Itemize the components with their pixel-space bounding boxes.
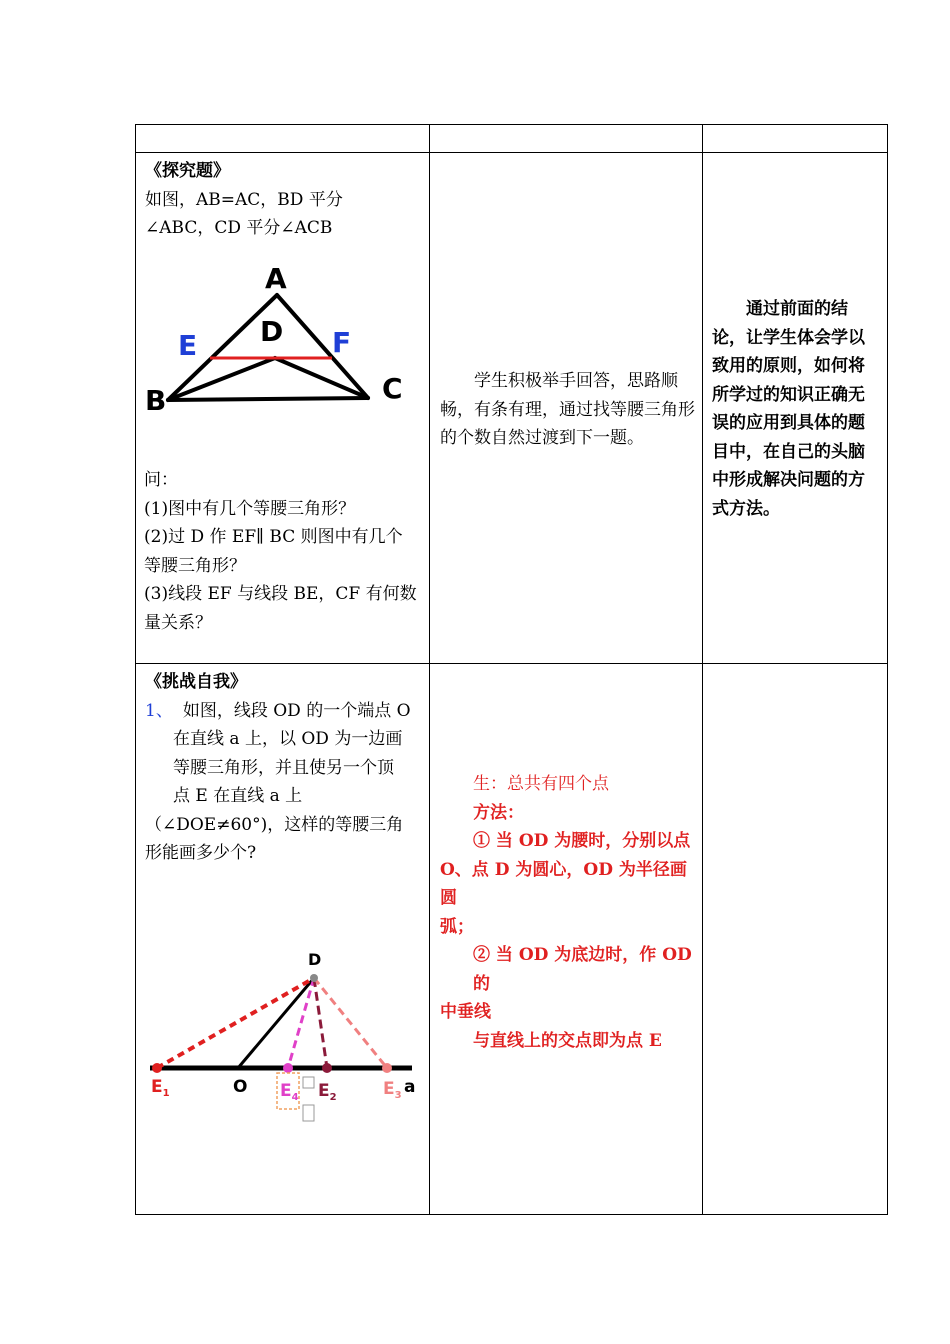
header-cell-2	[430, 125, 703, 153]
design-intent: 通过前面的结论，让学生体会学以致用的原则，如何将所学过的知识正确无误的应用到具体的题目中，在自己的头脑中形成解决问题的方式方法。	[712, 299, 865, 519]
label-c: C	[382, 372, 403, 405]
side-ac	[277, 295, 368, 398]
answer-line-2: 方法：	[473, 802, 524, 823]
od-figure	[140, 940, 425, 1140]
point-e4	[283, 1063, 293, 1073]
exploration-title: 《探究题》	[145, 161, 230, 181]
challenge-line: 如图，线段 OD 的一个端点 O	[182, 700, 411, 721]
label-d2: D	[308, 950, 322, 969]
label-e2: $E_2$	[318, 1081, 337, 1103]
header-row	[136, 125, 888, 153]
question-2-cont: 等腰三角形？	[144, 555, 246, 576]
challenge-number: 1、	[145, 700, 173, 721]
segment-od	[238, 978, 314, 1068]
answer-line-5: 弧；	[440, 916, 474, 937]
side-bc	[168, 398, 368, 400]
answer-line-1: 生：总共有四个点	[473, 774, 609, 794]
edit-icon	[303, 1077, 314, 1088]
question-3-cont: 量关系？	[144, 612, 212, 633]
header-cell-3	[703, 125, 888, 153]
label-a: A	[265, 262, 287, 295]
bisector-bd	[168, 358, 275, 400]
challenge-line: 在直线 a 上，以 OD 为一边画	[173, 729, 403, 749]
challenge-line: 点 E 在直线 a 上	[173, 786, 303, 806]
challenge-empty-cell	[703, 664, 888, 1215]
answer-line-7: 中垂线	[440, 1002, 491, 1022]
style-icon	[303, 1105, 314, 1121]
answer-line-4: O、点 D 为圆心，OD 为半径画圆	[440, 859, 687, 908]
question-3: (3)线段 EF 与线段 BE，CF 有何数	[144, 584, 417, 604]
ask-label: 问：	[144, 470, 178, 490]
point-e3	[382, 1063, 392, 1073]
answer-line-3: ① 当 OD 为腰时，分别以点	[473, 831, 691, 851]
point-e1	[152, 1063, 162, 1073]
answer-line-6: ② 当 OD 为底边时，作 OD 的	[473, 945, 692, 994]
problem-line: 如图，AB=AC，BD 平分	[145, 189, 343, 210]
label-line-a: a	[404, 1077, 416, 1097]
bisector-cd	[275, 358, 368, 398]
challenge-answer	[440, 770, 695, 1055]
challenge-line: （∠DOE≠60°)，这样的等腰三角	[145, 814, 404, 835]
answer-line-8: 与直线上的交点即为点 E	[473, 1030, 662, 1051]
label-b: B	[145, 384, 167, 417]
challenge-line: 形能画多少个?	[145, 843, 257, 863]
label-e4: $E_4$	[280, 1081, 299, 1103]
point-d	[310, 974, 318, 982]
label-e3: $E_3$	[383, 1079, 402, 1101]
question-2: (2)过 D 作 EF∥ BC 则图中有几个	[144, 527, 403, 547]
exploration-questions	[144, 466, 434, 637]
point-e2	[322, 1063, 332, 1073]
label-f: F	[332, 326, 352, 359]
label-e1: $E_1$	[151, 1077, 170, 1099]
student-response: 学生积极举手回答，思路顺畅，有条有理，通过找等腰三角形的个数自然过渡到下一题。	[440, 371, 695, 448]
label-o: O	[233, 1077, 248, 1097]
label-d: D	[260, 315, 284, 348]
label-e: E	[178, 329, 198, 362]
problem-line: ∠ABC，CD 平分∠ACB	[145, 218, 333, 238]
header-cell-1	[136, 125, 430, 153]
question-1: (1)图中有几个等腰三角形？	[144, 498, 356, 519]
challenge-title: 《挑战自我》	[145, 672, 247, 692]
challenge-line: 等腰三角形，并且使另一个顶	[173, 757, 394, 778]
triangle-figure	[140, 255, 425, 420]
